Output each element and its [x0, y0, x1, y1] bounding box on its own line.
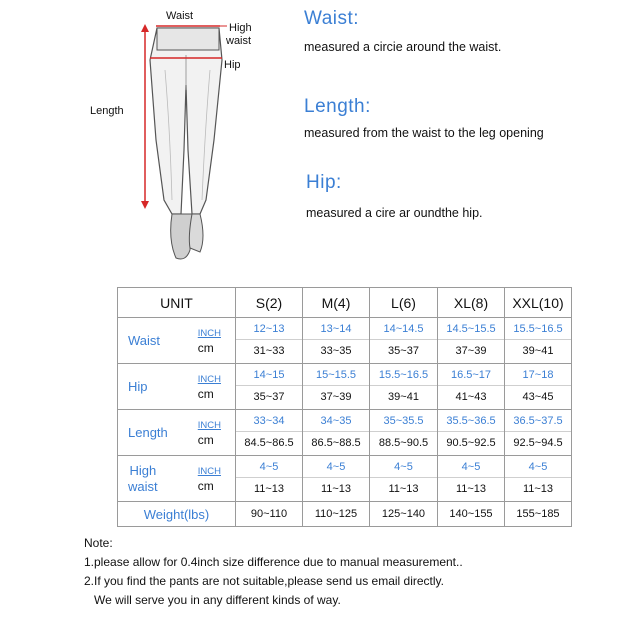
inch-value: 4~5	[236, 456, 302, 478]
notes-section	[84, 534, 463, 610]
cm-value: 11~13	[522, 483, 554, 495]
cm-value: 11~13	[253, 483, 285, 495]
value-cell	[370, 364, 438, 410]
inch-value: 17~18	[505, 364, 571, 386]
unit-labels	[198, 465, 221, 493]
table-row-hip	[118, 364, 572, 410]
cm-value: 39~41	[522, 345, 554, 357]
header-size-xl: XL(8)	[438, 288, 505, 318]
header-unit: UNIT	[118, 288, 236, 318]
waist-heading: Waist:	[304, 8, 360, 29]
high-waist-label-2: waist	[226, 35, 252, 47]
waist-description: measured a circie around the waist.	[304, 40, 502, 54]
inch-value: 16.5~17	[438, 364, 504, 386]
cm-value: 35~37	[253, 391, 285, 403]
cm-value: 41~43	[455, 391, 487, 403]
weight-value: 140~155	[438, 502, 505, 527]
unit-cm: cm	[197, 432, 214, 447]
hip-label: Hip	[224, 59, 241, 71]
inch-value: 4~5	[303, 456, 369, 478]
value-cell	[505, 364, 572, 410]
table-row-length	[118, 410, 572, 456]
inch-value: 4~5	[370, 456, 437, 478]
value-cell	[370, 318, 438, 364]
cm-value: 88.5~90.5	[378, 437, 429, 449]
value-cell	[438, 318, 505, 364]
row-label-cell	[118, 410, 236, 456]
inch-value: 4~5	[438, 456, 504, 478]
cm-value: 84.5~86.5	[244, 437, 294, 449]
cm-value: 92.5~94.5	[513, 437, 563, 449]
table-row-waist	[118, 318, 572, 364]
inch-value: 34~35	[303, 410, 369, 432]
notes-title: Note:	[84, 536, 113, 550]
inch-value: 35.5~36.5	[438, 410, 504, 432]
header-size-m: M(4)	[303, 288, 370, 318]
row-name: Waist	[128, 332, 161, 348]
weight-label: Weight(lbs)	[118, 502, 236, 527]
value-cell	[370, 410, 438, 456]
inch-value: 15~15.5	[303, 364, 369, 386]
inch-value: 15.5~16.5	[370, 364, 437, 386]
value-cell	[236, 410, 303, 456]
row-label-cell	[118, 364, 236, 410]
unit-labels	[198, 373, 221, 401]
inch-value: 33~34	[236, 410, 302, 432]
inch-value: 14.5~15.5	[438, 318, 504, 340]
value-cell	[303, 364, 370, 410]
inch-value: 13~14	[303, 318, 369, 340]
unit-cm: cm	[197, 386, 214, 401]
leggings-illustration	[0, 0, 300, 280]
leggings-figure	[0, 0, 300, 280]
value-cell	[438, 456, 505, 502]
row-name	[128, 463, 158, 495]
cm-value: 31~33	[253, 345, 285, 357]
row-name: Hip	[128, 378, 148, 394]
high-waist-label-1: High	[229, 22, 252, 34]
cm-value: 11~13	[388, 483, 419, 495]
cm-value: 11~13	[320, 483, 352, 495]
unit-inch: INCH	[197, 419, 221, 431]
table-header-row	[118, 288, 572, 318]
weight-value: 155~185	[505, 502, 572, 527]
inch-value: 36.5~37.5	[505, 410, 571, 432]
inch-value: 35~35.5	[370, 410, 437, 432]
value-cell	[505, 410, 572, 456]
cm-value: 37~39	[320, 391, 352, 403]
note-line-3: We will serve you in any different kinds of way.	[94, 593, 341, 607]
cm-value: 90.5~92.5	[446, 437, 496, 449]
weight-value: 90~110	[236, 502, 303, 527]
row-label-cell	[118, 318, 236, 364]
note-line-1: 1.please allow for 0.4inch size difference due to manual measurement..	[84, 555, 463, 569]
value-cell	[438, 364, 505, 410]
unit-cm: cm	[197, 478, 214, 493]
cm-value: 33~35	[320, 345, 352, 357]
cm-value: 37~39	[455, 345, 487, 357]
table-row-weight	[118, 502, 572, 527]
header-size-xxl: XXL(10)	[505, 288, 572, 318]
cm-value: 43~45	[522, 391, 554, 403]
inch-value: 14~15	[236, 364, 302, 386]
cm-value: 35~37	[388, 345, 419, 357]
cm-value: 86.5~88.5	[311, 437, 361, 449]
value-cell	[370, 456, 438, 502]
row-label-cell	[118, 456, 236, 502]
value-cell	[303, 318, 370, 364]
inch-value: 12~13	[236, 318, 302, 340]
unit-labels	[198, 419, 221, 447]
length-label: Length	[90, 105, 124, 117]
value-cell	[438, 410, 505, 456]
table-row-high-waist	[118, 456, 572, 502]
unit-inch: INCH	[197, 327, 221, 339]
weight-value: 125~140	[370, 502, 438, 527]
row-name-line2: waist	[128, 478, 158, 494]
size-chart-table	[117, 287, 572, 527]
unit-inch: INCH	[197, 373, 221, 385]
unit-labels	[198, 327, 221, 355]
cm-value: 11~13	[455, 483, 487, 495]
row-name-line1: High	[129, 462, 157, 478]
value-cell	[505, 456, 572, 502]
waist-label: Waist	[166, 10, 194, 22]
length-heading: Length:	[304, 96, 371, 117]
hip-description: measured a cire ar oundthe hip.	[306, 206, 483, 220]
value-cell	[236, 456, 303, 502]
unit-inch: INCH	[197, 465, 221, 477]
value-cell	[505, 318, 572, 364]
note-line-2: 2.If you find the pants are not suitable,please send us email directly.	[84, 574, 444, 588]
row-name: Length	[128, 424, 168, 440]
inch-value: 14~14.5	[370, 318, 437, 340]
inch-value: 4~5	[505, 456, 571, 478]
unit-cm: cm	[197, 340, 214, 355]
header-size-l: L(6)	[370, 288, 438, 318]
value-cell	[236, 318, 303, 364]
inch-value: 15.5~16.5	[505, 318, 571, 340]
value-cell	[303, 410, 370, 456]
value-cell	[236, 364, 303, 410]
length-description: measured from the waist to the leg opening	[304, 126, 544, 140]
weight-value: 110~125	[303, 502, 370, 527]
value-cell	[303, 456, 370, 502]
hip-heading: Hip:	[306, 172, 342, 193]
cm-value: 39~41	[388, 391, 419, 403]
header-size-s: S(2)	[236, 288, 303, 318]
